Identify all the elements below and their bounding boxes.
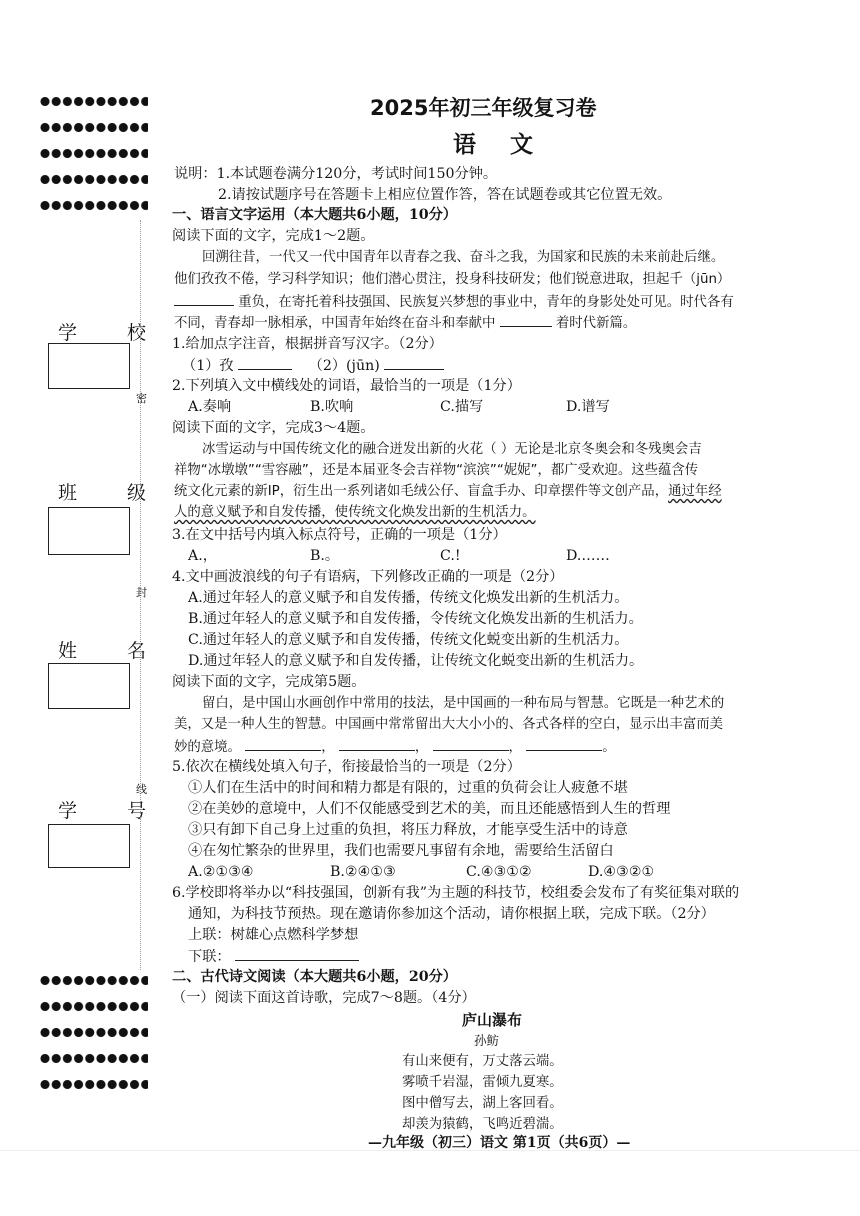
q3-option-a[interactable]: A.， [188,548,217,564]
seal-mark-feng: 封 [136,586,147,599]
question-6: 6.学校即将举办以“科技强国，创新有我”为主题的科技节，校组委会发布了有奖征集对联的 [172,885,740,901]
binding-dots [40,1078,148,1091]
label-student-no: 学 号 [58,800,169,822]
section2-sub1: （一）阅读下面这首诗歌，完成7～8题。（4分） [172,990,476,1006]
binding-dots [40,173,148,186]
wavy-sentence: 人的意义赋予和自发传播，使传统文化焕发出新的生机活力。 [174,505,536,520]
q5-option-a[interactable]: A.②①③④ [188,864,254,880]
q3-option-c[interactable]: C.! [440,548,461,564]
answer-blank[interactable] [238,355,292,370]
subject-title: 语 文 [453,131,540,158]
passage2-line: 冰雪运动与中国传统文化的融合迸发出新的火花（ ）无论是北京冬奥会和冬残奥会吉 [202,442,702,457]
couplet-lower: 下联： [188,946,359,967]
answer-blank[interactable] [235,946,359,961]
label-name: 姓 名 [58,640,169,662]
question-5: 5.依次在横线处填入句子，衔接最恰当的一项是（2分） [172,759,521,775]
passage2-line: 祥物“冰墩墩”“雪容融”，还是本届亚冬会吉祥物“滨滨”“妮妮”，都广受欢迎。这些蕴含传 [174,463,699,478]
passage1-line: 他们孜孜不倦，学习科学知识；他们潜心贯注，投身科技研发；他们锐意进取，担起千（jūn） [174,272,731,287]
seal-mark-mi: 密 [136,392,147,405]
label-school: 学 校 [58,322,169,344]
blank-line[interactable] [433,736,509,751]
passage1-line: 不同，青春却一脉相承，中国青年始终在奋斗和奉献中 着时代新篇。 [174,312,636,334]
note-2: 2.请按试题序号在答题卡上相应位置作答，答在试题卷或其它位置无效。 [218,187,672,203]
poem-line: 有山来便有，万丈落云端。 [402,1054,563,1069]
q4-option-d[interactable]: D.通过年轻人的意义赋予和自发传播，让传统文化蜕变出新的生机活力。 [188,653,644,669]
poem-line: 却羡为猿鹤，飞鸣近碧湍。 [402,1117,563,1132]
q2-option-d[interactable]: D.谱写 [566,399,610,415]
question-1: 1.给加点字注音，根据拼音写汉字。（2分） [172,336,443,352]
reading-intro-2: 阅读下面的文字，完成3～4题。 [172,420,375,436]
question-4: 4.文中画波浪线的句子有语病，下列修改正确的一项是（2分） [172,569,564,585]
student-no-box[interactable] [48,824,130,868]
q5-option-d[interactable]: D.④③②① [588,864,655,880]
q5-item: ④在匆忙繁杂的世界里，我们也需要凡事留有余地，需要给生活留白 [188,843,614,859]
binding-dots [40,1052,148,1065]
binding-dots [40,95,148,108]
q5-option-b[interactable]: B.②④①③ [330,864,396,880]
q4-option-b[interactable]: B.通过年轻人的意义赋予和自发传播，令传统文化焕发出新的生机活力。 [188,611,643,627]
blank-line[interactable] [174,291,234,306]
page-bottom-divider [0,1150,860,1151]
reading-intro-1: 阅读下面的文字，完成1～2题。 [172,228,375,244]
q2-option-a[interactable]: A.奏响 [188,399,232,415]
question-2: 2.下列填入文中横线处的词语，最恰当的一项是（1分） [172,378,521,394]
q3-option-d[interactable]: D.…… [566,548,610,564]
q4-option-c[interactable]: C.通过年轻人的意义赋予和自发传播，传统文化蜕变出新的生机活力。 [188,632,629,648]
note-1: 说明：1.本试题卷满分120分，考试时间150分钟。 [174,166,498,182]
blank-line[interactable] [339,736,415,751]
blank-line[interactable] [245,736,321,751]
answer-blank[interactable] [384,355,444,370]
q5-item: ③只有卸下自己身上过重的负担，将压力释放，才能享受生活中的诗意 [188,822,628,838]
poem-title: 庐山瀑布 [462,1011,523,1029]
name-box[interactable] [48,663,130,709]
section1-title: 一、语言文字运用（本大题共6小题，10分） [172,207,457,223]
q2-option-c[interactable]: C.描写 [440,399,484,415]
q4-option-a[interactable]: A.通过年轻人的意义赋予和自发传播，传统文化焕发出新的生机活力。 [188,590,629,606]
binding-dots [40,147,148,160]
section2-title: 二、古代诗文阅读（本大题共6小题，20分） [172,969,457,985]
blank-line[interactable] [500,312,552,327]
page-footer: —九年级（初三）语文 第1页（共6页）— [368,1135,631,1151]
binding-dots [40,1026,148,1039]
exam-title: 2025年初三年级复习卷 [370,96,597,120]
binding-dots [40,199,148,212]
question-1-parts: （1）孜 （2）(jūn) [182,355,444,376]
q2-option-b[interactable]: B.吹响 [310,399,354,415]
passage3-line: 美，又是一种人生的智慧。中国画中常常留出大大小小的、各式各样的空白，显示出丰富而美 [174,717,724,732]
q5-item: ②在美妙的意境中，人们不仅能感受到艺术的美，而且还能感悟到人生的哲理 [188,801,671,817]
question-6-cont: 通知，为科技节预热。现在邀请你参加这个活动，请你根据上联，完成下联。（2分） [188,906,715,922]
class-box[interactable] [48,507,130,555]
school-box[interactable] [48,343,130,389]
binding-dots [40,974,148,987]
label-class: 班 级 [58,482,169,504]
q5-option-c[interactable]: C.④③①② [466,864,532,880]
reading-intro-3: 阅读下面的文字，完成第5题。 [172,674,366,690]
poem-line: 图中僧写去，湖上客回看。 [402,1096,563,1111]
passage3-line: 妙的意境。 ， ， ， 。 [174,736,616,758]
question-3: 3.在文中括号内填入标点符号，正确的一项是（1分） [172,527,507,543]
couplet-upper: 上联：树雄心点燃科学梦想 [188,927,359,943]
seal-mark-xian: 线 [136,783,147,796]
passage2-line: 统文化元素的新IP，衍生出一系列诸如毛绒公仔、盲盒手办、印章摆件等文创产品，通过年经 [174,484,722,499]
poem-author: 孙鲂 [474,1033,500,1048]
blank-line[interactable] [526,736,602,751]
passage1-line: 回溯往昔，一代又一代中国青年以青春之我、奋斗之我，为国家和民族的未来前赴后继。 [202,250,725,265]
binding-dots [40,1000,148,1013]
poem-line: 雾喷千岩湿，雷倾九夏寒。 [402,1075,563,1090]
passage1-line: 重负，在寄托着科技强国、民族复兴梦想的事业中，青年的身影处处可见。时代各有 [174,291,734,313]
q3-option-b[interactable]: B.。 [310,548,340,564]
passage3-line: 留白，是中国山水画创作中常用的技法，是中国画的一种布局与智慧。它既是一种艺术的 [202,696,725,711]
q5-item: ①人们在生活中的时间和精力都是有限的，过重的负荷会让人疲惫不堪 [188,780,628,796]
binding-dots [40,121,148,134]
wavy-sentence: 通过年经 [668,484,722,499]
